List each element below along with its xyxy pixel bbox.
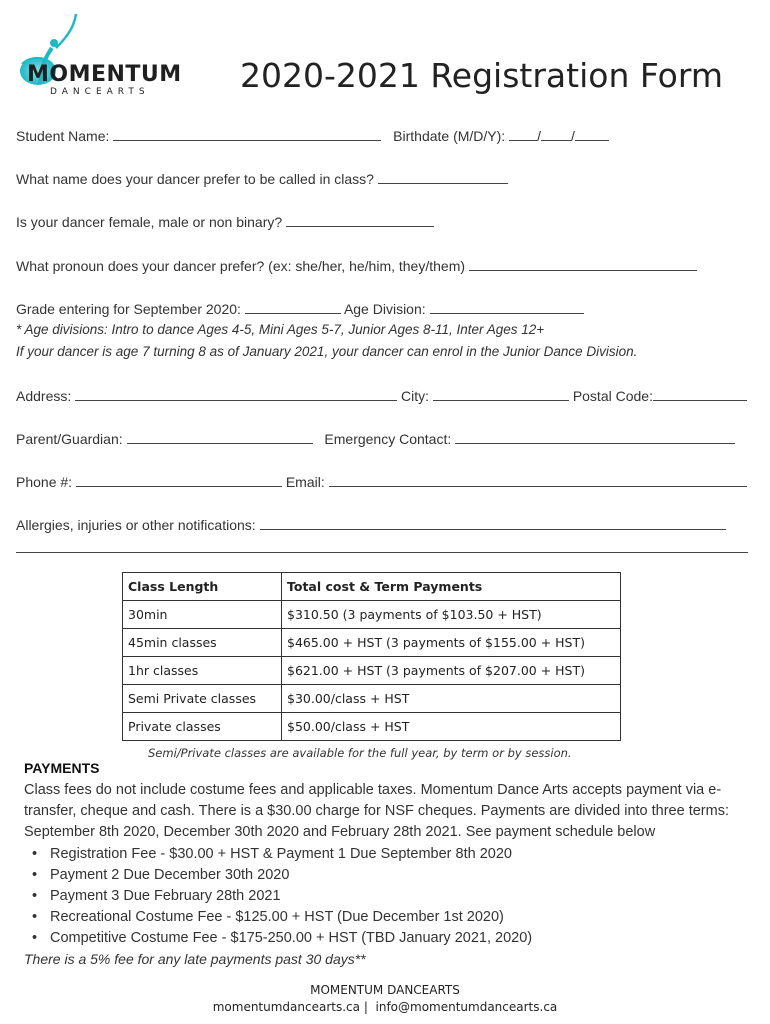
payments-description: Class fees do not include costume fees and applicable taxes. Momentum Dance Arts accepts payment via e-transfer, cheque and cash. There is a $30.00 charge for NSF cheques. Payments are divided into three terms: September 8th 2020, December 30th 2020 and February 28th 2021. See payment schedule below — [24, 782, 729, 840]
payment-schedule-list — [24, 844, 532, 949]
logo-name: MOMENTUM — [27, 62, 182, 87]
birthdate-month-field[interactable] — [509, 139, 537, 141]
student-name-field[interactable] — [113, 139, 381, 141]
contact-row — [16, 474, 747, 490]
guardian-row — [16, 431, 735, 447]
birthdate-label: Birthdate (M/D/Y): — [393, 128, 506, 144]
grade-label: Grade entering for September 2020: — [16, 301, 241, 317]
preferred-name-field[interactable] — [378, 182, 508, 184]
guardian-field[interactable] — [127, 442, 313, 444]
fee-total-cost: $310.50 (3 payments of $103.50 + HST) — [282, 601, 621, 629]
address-field[interactable] — [75, 399, 397, 401]
guardian-label: Parent/Guardian: — [16, 431, 123, 447]
birthdate-day-field[interactable] — [541, 139, 571, 141]
gender-field[interactable] — [286, 225, 434, 227]
address-label: Address: — [16, 388, 72, 404]
age-division-label: Age Division: — [343, 301, 426, 317]
junior-division-note: If your dancer is age 7 turning 8 as of January 2021, your dancer can enrol in the Junior Dance Division. — [16, 344, 638, 359]
list-item: • Registration Fee - $30.00 + HST & Payment 1 Due September 8th 2020 — [24, 844, 532, 865]
logo-subtitle: DANCEARTS — [50, 87, 150, 97]
table-row — [123, 629, 621, 657]
footer-email[interactable]: info@momentumdancearts.ca — [375, 1000, 558, 1014]
list-item: • Competitive Costume Fee - $175-250.00 + HST (TBD January 2021, 2020) — [24, 928, 532, 949]
fee-total-cost: $50.00/class + HST — [282, 713, 621, 741]
fee-total-cost: $621.00 + HST (3 payments of $207.00 + HST) — [282, 657, 621, 685]
allergies-label: Allergies, injuries or other notifications: — [16, 517, 256, 533]
preferred-name-row — [16, 171, 508, 187]
fee-class-length: 45min classes — [123, 629, 282, 657]
student-name-label: Student Name: — [16, 128, 110, 144]
grade-field[interactable] — [245, 312, 341, 314]
emergency-contact-field[interactable] — [455, 442, 735, 444]
fee-total-cost: $465.00 + HST (3 payments of $155.00 + HST) — [282, 629, 621, 657]
table-row — [123, 601, 621, 629]
email-field[interactable] — [329, 485, 747, 487]
late-fee-note: There is a 5% fee for any late payments past 30 days** — [24, 951, 366, 967]
age-division-note: * Age divisions: Intro to dance Ages 4-5, Mini Ages 5-7, Junior Ages 8-11, Inter Ages 12+ — [16, 322, 545, 337]
footer-contact: momentumdancearts.ca | info@momentumdancearts.ca — [212, 1000, 558, 1014]
city-field[interactable] — [433, 399, 569, 401]
preferred-name-label: What name does your dancer prefer to be called in class? — [16, 171, 374, 187]
postal-code-label: Postal Code: — [572, 388, 653, 404]
gender-label: Is your dancer female, male or non binary? — [16, 214, 283, 230]
email-label: Email: — [285, 474, 325, 490]
postal-code-field[interactable] — [653, 399, 747, 401]
fee-header-total-cost: Total cost & Term Payments — [282, 573, 621, 601]
table-row — [123, 713, 621, 741]
fee-total-cost: $30.00/class + HST — [282, 685, 621, 713]
footer-name: MOMENTUM DANCEARTS — [310, 983, 460, 997]
gender-row — [16, 214, 434, 230]
allergies-extra-line[interactable] — [16, 552, 748, 553]
grade-row — [16, 301, 584, 317]
fee-class-length: Semi Private classes — [123, 685, 282, 713]
fee-table-header — [123, 573, 621, 601]
page-title: 2020-2021 Registration Form — [240, 56, 723, 95]
list-item: • Recreational Costume Fee - $125.00 + HST (Due December 1st 2020) — [24, 907, 532, 928]
fee-class-length: 30min — [123, 601, 282, 629]
phone-field[interactable] — [76, 485, 282, 487]
fee-header-class-length: Class Length — [123, 573, 282, 601]
payments-heading: PAYMENTS — [24, 760, 100, 776]
fee-table-caption: Semi/Private classes are available for the full year, by term or by session. — [148, 746, 572, 760]
footer-website[interactable]: momentumdancearts.ca — [212, 1000, 360, 1014]
address-row — [16, 388, 747, 404]
pronoun-field[interactable] — [469, 269, 697, 271]
birthdate-year-field[interactable] — [575, 139, 609, 141]
student-name-row: Student Name: Birthdate (M/D/Y): / / — [16, 128, 609, 144]
list-item: • Payment 3 Due February 28th 2021 — [24, 886, 532, 907]
table-row — [123, 657, 621, 685]
fee-class-length: Private classes — [123, 713, 282, 741]
allergies-field[interactable] — [260, 528, 726, 530]
pronoun-row — [16, 258, 697, 274]
emergency-contact-label: Emergency Contact: — [324, 431, 452, 447]
age-division-field[interactable] — [430, 312, 584, 314]
allergies-row — [16, 517, 726, 533]
list-item: • Payment 2 Due December 30th 2020 — [24, 865, 532, 886]
fee-class-length: 1hr classes — [123, 657, 282, 685]
phone-label: Phone #: — [16, 474, 73, 490]
fee-table — [122, 572, 621, 741]
city-label: City: — [401, 388, 430, 404]
pronoun-label: What pronoun does your dancer prefer? (ex: she/her, he/him, they/them) — [16, 258, 466, 274]
table-row — [123, 685, 621, 713]
